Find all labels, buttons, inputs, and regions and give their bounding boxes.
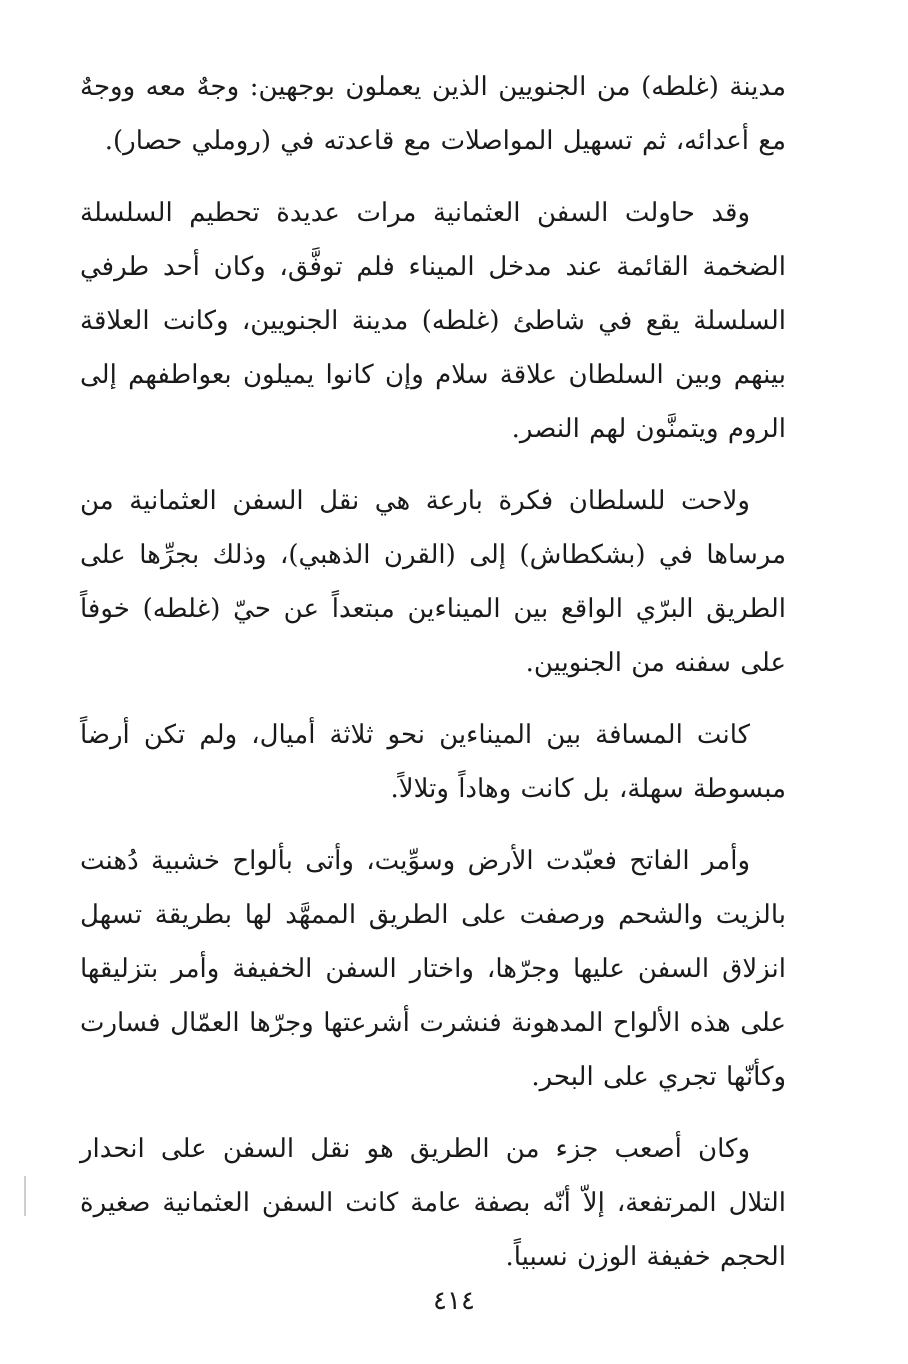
paragraph-chain-attempts: وقد حاولت السفن العثمانية مرات عديدة تحطيم السلسلة الضخمة القائمة عند مدخل الميناء فلم توفَّق، وكان أحد طرفي السلسلة يقع في شاطئ (غلطه) مدينة الجنويين، وكانت العلاقة بينهم وبين السلطان علاقة سلام وإن كانوا يميلون بعواطفهم إلى الروم ويتمنَّون لهم النصر. <box>80 198 786 444</box>
paragraph-continuation: مدينة (غلطه) من الجنويين الذين يعملون بوجهين: وجهٌ معه ووجهٌ مع أعدائه، ثم تسهيل المواصلات مع قاعدته في (روملي حصار). <box>80 72 786 156</box>
page-number: ٤١٤ <box>433 1286 475 1316</box>
paragraph-wooden-planks: وأمر الفاتح فعبّدت الأرض وسوِّيت، وأتى بألواح خشبية دُهنت بالزيت والشحم ورصفت على الطريق الممهَّد لها بطريقة تسهل انزلاق السفن عليها وجرّها، واختار السفن الخفيفة وأمر بتزليقها على هذه الألواح المدهونة فنشرت أشرعتها وجرّها العمّال فسارت وكأنّها تجري على البحر. <box>80 846 786 1092</box>
paragraph-hardest-part: وكان أصعب جزء من الطريق هو نقل السفن على انحدار التلال المرتفعة، إلاّ أنّه بصفة عامة كانت السفن العثمانية صغيرة الحجم خفيفة الوزن نسبياً. <box>80 1134 786 1272</box>
page-body <box>80 60 786 1360</box>
margin-mark <box>24 1176 26 1216</box>
paragraph-sultan-idea: ولاحت للسلطان فكرة بارعة هي نقل السفن العثمانية من مرساها في (بشكطاش) إلى (القرن الذهبي)، وذلك بجرِّها على الطريق البرّي الواقع بين الميناءين مبتعداً عن حيّ (غلطه) خوفاً على سفنه من الجنويين. <box>80 486 786 678</box>
paragraph-distance: كانت المسافة بين الميناءين نحو ثلاثة أميال، ولم تكن أرضاً مبسوطة سهلة، بل كانت وهاداً وتلالاً. <box>80 720 786 804</box>
